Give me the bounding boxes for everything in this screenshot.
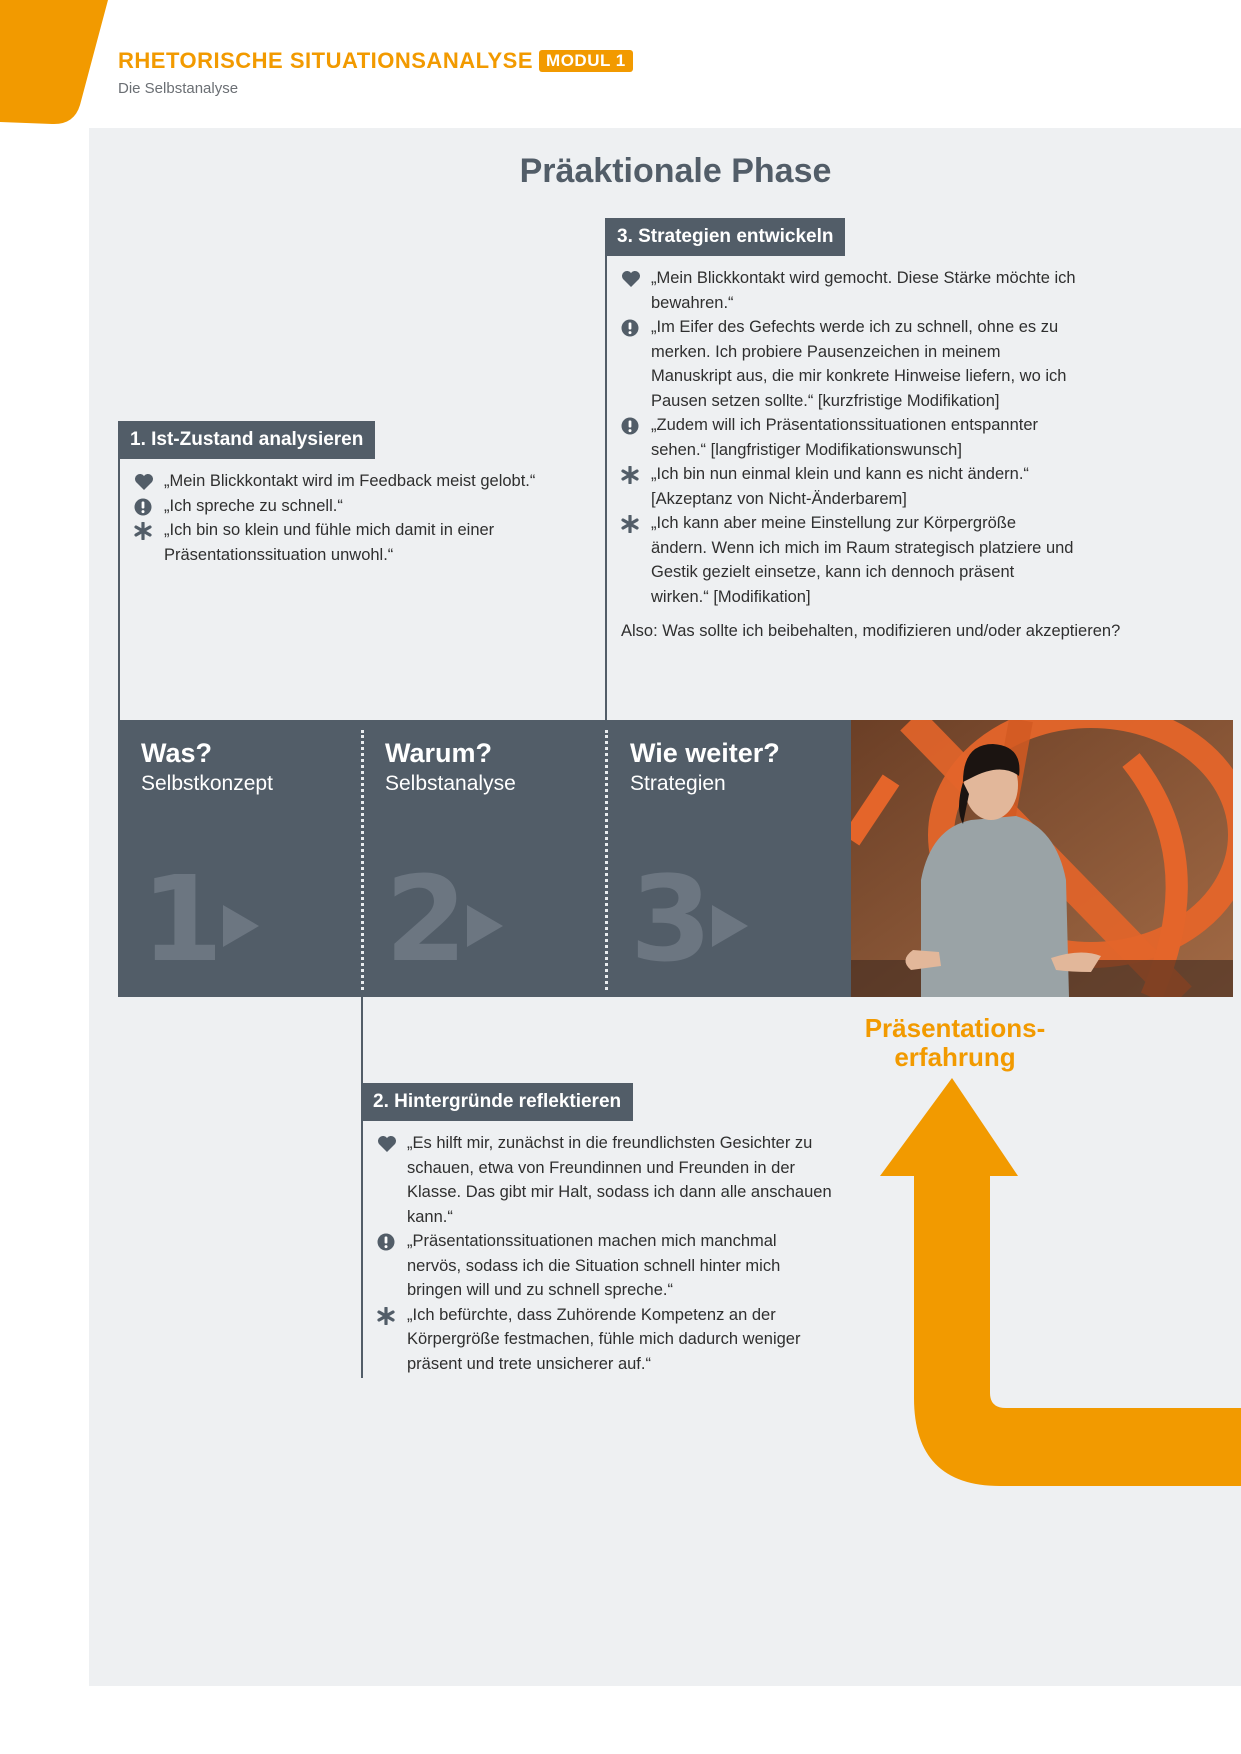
band-question: Warum? — [385, 738, 492, 768]
asterisk-icon — [621, 466, 641, 484]
connector-line-3 — [605, 255, 607, 721]
exclamation-icon — [621, 319, 641, 337]
list-item: „Es hilft mir, zunächst in die freundlichsten Gesichter zu schauen, etwa von Freundinnen und Freunden in der Klasse. Das gibt mir Halt, sodass ich dann alle anschauen kann.“ — [377, 1131, 832, 1229]
band-question: Wie weiter? — [630, 738, 780, 768]
list-item: „Ich spreche zu schnell.“ — [134, 494, 564, 519]
play-arrow-icon — [712, 905, 748, 947]
list-item: „Ich befürchte, dass Zuhörende Kompetenz an der Körpergröße festmachen, fühle mich dadurch weniger präsent und trete unsicherer auf.“ — [377, 1303, 832, 1377]
band-subtitle: Selbstkonzept — [141, 772, 273, 795]
section-3-note: Also: Was sollte ich beibehalten, modifizieren und/oder akzeptieren? — [621, 622, 1121, 640]
header-subtitle: Die Selbstanalyse — [118, 80, 239, 97]
heart-icon — [377, 1135, 397, 1153]
band-column-3 — [607, 720, 851, 997]
band-column-1 — [118, 720, 362, 997]
section-1-list — [134, 469, 564, 567]
band-question: Was? — [141, 738, 213, 768]
play-arrow-icon — [223, 905, 259, 947]
asterisk-icon — [621, 515, 641, 533]
connector-line-2 — [361, 996, 363, 1378]
step-number: 1 — [141, 850, 224, 988]
section-1-tag: 1. Ist-Zustand analysieren — [118, 421, 375, 459]
list-item: „Ich bin so klein und fühle mich damit in einer Präsentationssituation unwohl.“ — [134, 518, 564, 567]
list-item: „Ich bin nun einmal klein und kann es nicht ändern.“ [Akzeptanz von Nicht-Änderbarem] — [621, 462, 1076, 511]
step-number: 2 — [385, 850, 468, 988]
section-2-list — [377, 1131, 832, 1376]
section-2-tag: 2. Hintergründe reflektieren — [361, 1083, 633, 1121]
band-subtitle: Selbstanalyse — [385, 772, 516, 795]
experience-label-line-2: erfahrung — [894, 1042, 1016, 1072]
speaker-photo — [851, 720, 1233, 997]
upward-arrow-icon — [880, 1078, 1241, 1498]
header-title: RHETORISCHE SITUATIONSANALYSE MODUL 1 — [118, 48, 633, 74]
experience-label — [855, 1014, 1055, 1072]
experience-label-line-1: Präsentations- — [864, 1013, 1046, 1043]
heart-icon — [134, 473, 154, 491]
list-item: „Mein Blickkontakt wird gemocht. Diese Stärke möchte ich bewahren.“ — [621, 266, 1076, 315]
section-3-tag: 3. Strategien entwickeln — [605, 218, 845, 256]
corner-decoration — [0, 0, 120, 130]
asterisk-icon — [377, 1307, 397, 1325]
exclamation-icon — [134, 498, 154, 516]
module-badge: MODUL 1 — [539, 50, 633, 72]
band-column-2 — [362, 720, 606, 997]
list-item: „Ich kann aber meine Einstellung zur Körpergröße ändern. Wenn ich mich im Raum strategisch platziere und Gestik gezielt einsetze, kann ich dennoch präsent wirken.“ [Modifikation] — [621, 511, 1076, 609]
list-item: „Zudem will ich Präsentationssituationen entspannter sehen.“ [langfristiger Modifikationswunsch] — [621, 413, 1076, 462]
band-subtitle: Strategien — [630, 772, 726, 795]
list-item: „Präsentationssituationen machen mich manchmal nervös, sodass ich die Situation schnell hinter mich bringen will und zu schnell spreche.“ — [377, 1229, 832, 1303]
connector-line-1 — [118, 459, 120, 721]
process-band — [118, 720, 851, 997]
step-number: 3 — [630, 850, 713, 988]
exclamation-icon — [621, 417, 641, 435]
play-arrow-icon — [467, 905, 503, 947]
section-3-list — [621, 266, 1076, 609]
phase-title: Präaktionale Phase — [519, 152, 832, 190]
list-item: „Mein Blickkontakt wird im Feedback meist gelobt.“ — [134, 469, 564, 494]
asterisk-icon — [134, 522, 154, 540]
exclamation-icon — [377, 1233, 397, 1251]
list-item: „Im Eifer des Gefechts werde ich zu schnell, ohne es zu merken. Ich probiere Pausenzeichen in meinem Manuskript aus, die mir konkrete Hinweise liefern, wo ich Pausen setzen sollte.“ [kurzfristige Modifikation] — [621, 315, 1076, 413]
heart-icon — [621, 270, 641, 288]
